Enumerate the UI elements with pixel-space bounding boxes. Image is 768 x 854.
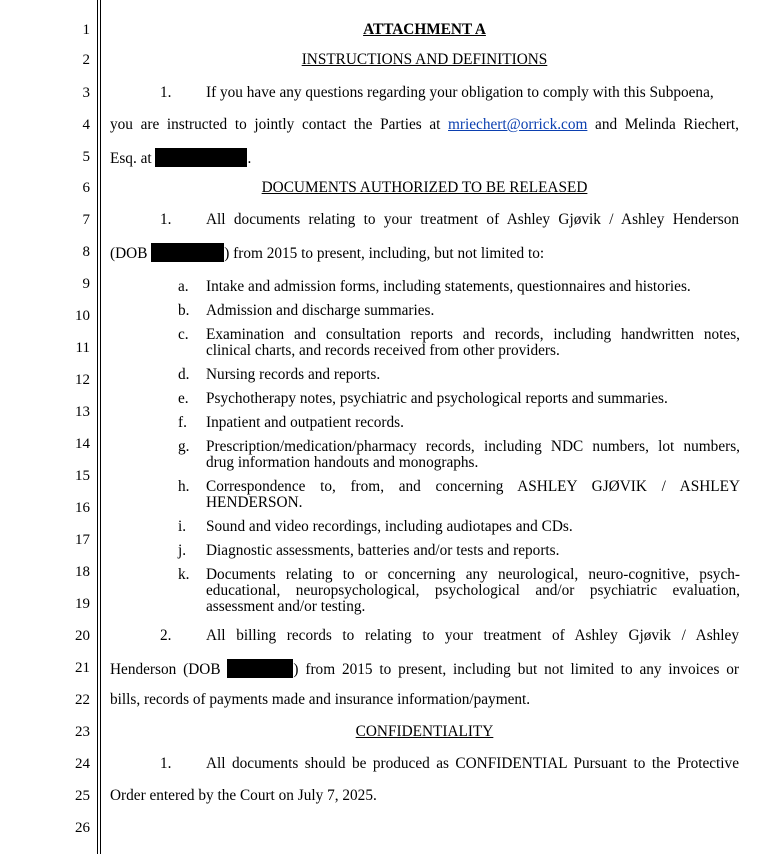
margin-rule-left-2 (100, 0, 101, 854)
para1-line2 (110, 243, 544, 263)
line-number: 17 (75, 532, 90, 548)
line-number: 9 (82, 276, 90, 292)
line-number: 16 (75, 500, 90, 516)
list-item-label: g. (178, 438, 190, 455)
line-number: 14 (75, 436, 90, 452)
line-number: 20 (75, 628, 90, 644)
list-item-line1: Inpatient and outpatient records. (206, 414, 404, 431)
section1-line1: If you have any questions regarding your obligation to comply with this Subpoena, (206, 84, 714, 101)
line-number: 25 (75, 788, 90, 804)
list-item-text (206, 303, 740, 319)
line-number: 24 (75, 756, 90, 772)
line-number: 5 (82, 149, 90, 165)
para1-number: 1. (160, 211, 172, 228)
list-item-text (206, 391, 740, 407)
line-number: 7 (82, 212, 90, 228)
list-item-text (206, 367, 740, 383)
list-item-label: a. (178, 278, 189, 295)
line-number: 13 (75, 404, 90, 420)
section1-line2-suffix: and Melinda Riechert, (595, 116, 739, 133)
list-item-text (206, 479, 740, 511)
list-item (178, 479, 740, 511)
list-item-line1: Admission and discharge summaries. (206, 302, 435, 319)
para2-line2-prefix: Henderson (DOB (110, 661, 221, 678)
list-item-label: k. (178, 566, 190, 583)
list-item-text (206, 439, 740, 471)
list-item (178, 519, 740, 535)
line-number: 2 (82, 52, 90, 68)
list-item-line1: Psychotherapy notes, psychiatric and psychological reports and summaries. (206, 390, 668, 407)
list-item-line1: Nursing records and reports. (206, 366, 381, 383)
list-item-label: f. (178, 414, 187, 431)
list-item (178, 439, 740, 471)
para2-line2 (110, 659, 739, 679)
list-item-line1: Documents relating to or concerning any neurological, neuro-cognitive, psych- (206, 566, 740, 583)
line-number: 22 (75, 692, 90, 708)
list-item-line1: Intake and admission forms, including statements, questionnaires and histories. (206, 278, 691, 295)
section-heading-instructions: INSTRUCTIONS AND DEFINITIONS (301, 51, 548, 68)
section1-line3-suffix: . (247, 150, 252, 167)
email-link[interactable]: mriechert@orrick.com (448, 116, 588, 133)
list-item (178, 391, 740, 407)
list-item-line3: assessment and/or testing. (206, 598, 366, 615)
para1-line2-prefix: (DOB (110, 245, 148, 262)
section-heading-documents: DOCUMENTS AUTHORIZED TO BE RELEASED (261, 179, 588, 196)
list-item-label: h. (178, 478, 190, 495)
list-item-text (206, 415, 740, 431)
para3-number: 1. (160, 755, 172, 772)
para3-line1: All documents should be produced as CONFIDENTIAL Pursuant to the Protective (206, 755, 739, 772)
list-item-label: c. (178, 326, 189, 343)
list-item-line1: Correspondence to, from, and concerning ASHLEY GJØVIK / ASHLEY (206, 478, 740, 495)
list-item (178, 303, 740, 319)
list-item-text (206, 543, 740, 559)
list-item (178, 367, 740, 383)
section-heading-confidentiality: CONFIDENTIALITY (355, 723, 494, 740)
para2-line3: bills, records of payments made and insurance information/payment. (110, 691, 531, 708)
redaction-box (151, 243, 224, 262)
list-item-label: e. (178, 390, 189, 407)
section1-line2-prefix: you are instructed to jointly contact the Parties at (110, 116, 441, 133)
line-number: 8 (82, 244, 90, 260)
list-item-text (206, 519, 740, 535)
list-item-text (206, 327, 740, 359)
list-item-line1: Sound and video recordings, including audiotapes and CDs. (206, 518, 573, 535)
section1-line3-prefix: Esq. at (110, 150, 152, 167)
line-number: 18 (75, 564, 90, 580)
line-number: 23 (75, 724, 90, 740)
list-item (178, 415, 740, 431)
list-item-label: j. (178, 542, 187, 559)
list-item-line1: Diagnostic assessments, batteries and/or tests and reports. (206, 542, 560, 559)
list-item (178, 543, 740, 559)
list-item (178, 567, 740, 615)
list-item-text (206, 279, 740, 295)
list-item-text (206, 567, 740, 615)
section1-line2 (110, 116, 739, 134)
line-number: 26 (75, 820, 90, 836)
list-item-line1: Prescription/medication/pharmacy records, including NDC numbers, lot numbers, (206, 438, 740, 455)
line-number: 11 (75, 340, 90, 356)
line-number: 6 (82, 180, 90, 196)
list-item-line2: HENDERSON. (206, 494, 303, 511)
line-number: 4 (82, 117, 90, 133)
para2-line1: All billing records to relating to your treatment of Ashley Gjøvik / Ashley (206, 627, 739, 644)
line-number: 21 (75, 660, 90, 676)
section1-number: 1. (160, 84, 172, 101)
list-item-label: b. (178, 302, 190, 319)
list-item-line2: educational, neuropsychological, psychological and/or psychiatric evaluation, (206, 582, 740, 599)
list-item-label: i. (178, 518, 187, 535)
line-number: 3 (82, 85, 90, 101)
redaction-box (155, 148, 247, 167)
list-item (178, 279, 740, 295)
section1-line3 (110, 148, 251, 168)
list-item-line1: Examination and consultation reports and records, including handwritten notes, (206, 326, 740, 343)
list-item-line2: clinical charts, and records received from other providers. (206, 342, 560, 359)
line-number: 15 (75, 468, 90, 484)
para1-line2-suffix: ) from 2015 to present, including, but not limited to: (224, 245, 545, 262)
list-item (178, 327, 740, 359)
para2-line2-suffix: ) from 2015 to present, including but not limited to any invoices or (293, 661, 740, 678)
page-title: ATTACHMENT A (363, 21, 486, 38)
margin-rule-left-1 (97, 0, 98, 854)
para1-line1: All documents relating to your treatment of Ashley Gjøvik / Ashley Henderson (206, 211, 739, 228)
list-item-label: d. (178, 366, 190, 383)
line-number: 1 (82, 22, 90, 38)
line-number: 10 (75, 308, 90, 324)
para3-line2: Order entered by the Court on July 7, 2025. (110, 787, 377, 804)
list-item-line2: drug information handouts and monographs. (206, 454, 479, 471)
line-number: 19 (75, 596, 90, 612)
redaction-box (227, 659, 293, 678)
line-number: 12 (75, 372, 90, 388)
para2-number: 2. (160, 627, 172, 644)
